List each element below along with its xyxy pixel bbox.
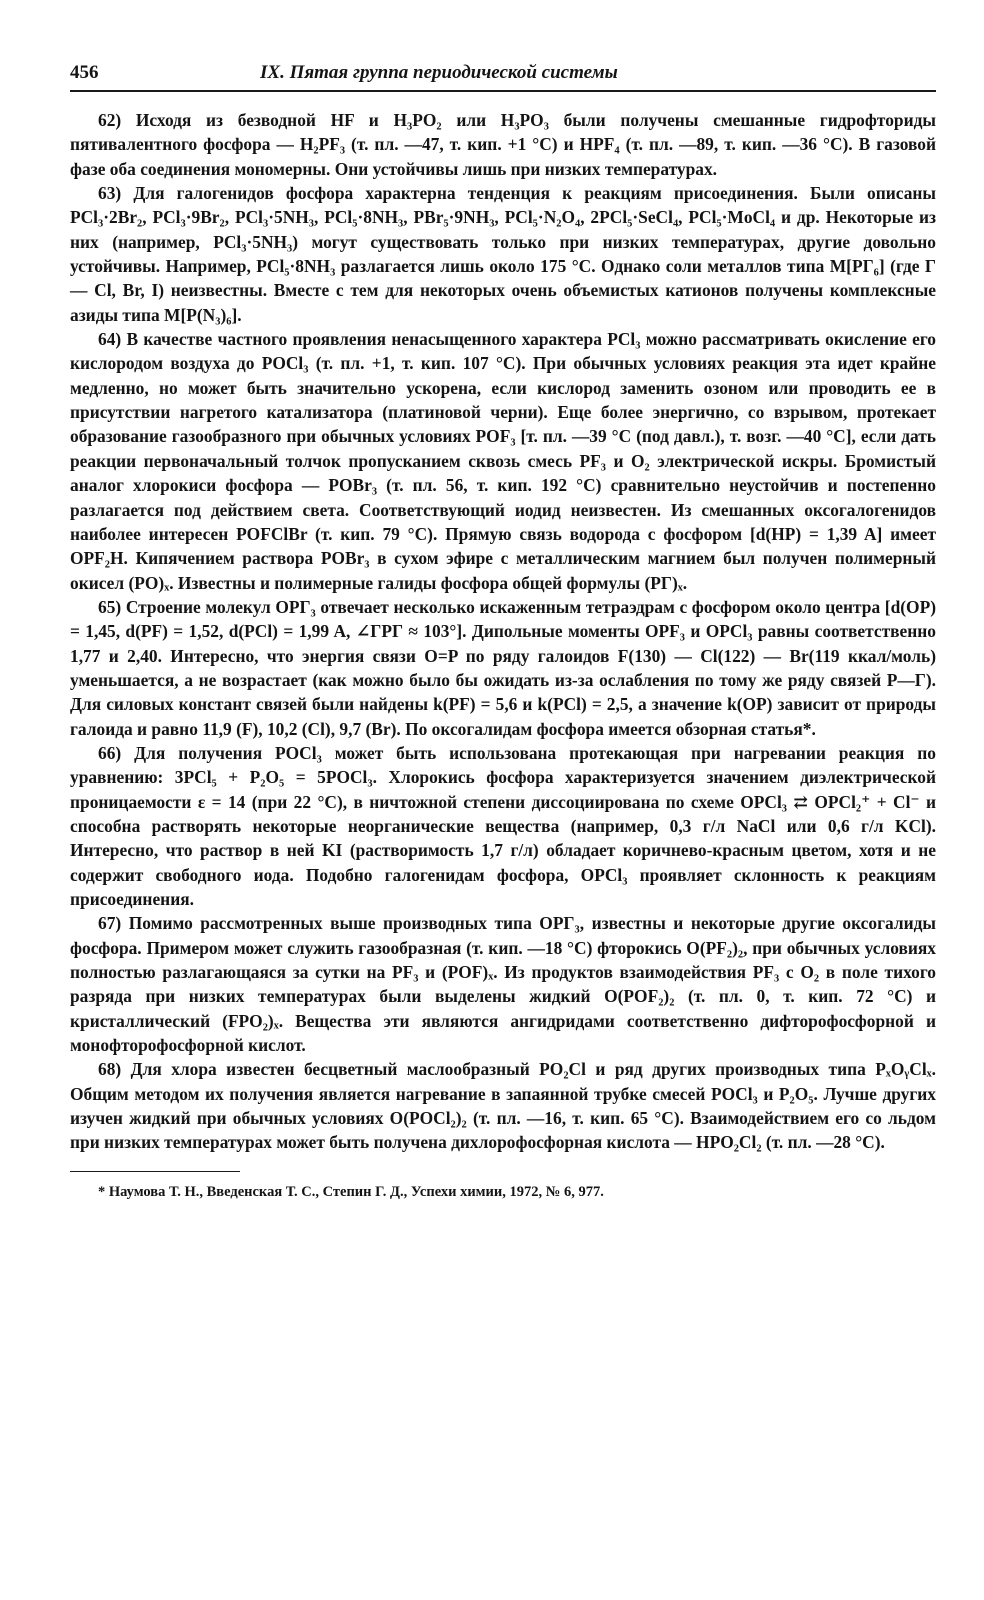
paragraph-text: В качестве частного проявления ненасыщенного характера PCl₃ можно рассматривать окисление его кислородом воздуха до POCl₃ (т. пл. +1, т. кип. 107 °С). При обычных условиях реакция эта идет крайне медленно, но может быть значительно ускорена, если кислород заменить озоном или проводить ее в присутствии нагретого катализатора (платиновой черни). Еще более энергично, со взрывом, протекает образование газообразного при обычных условиях POF₃ [т. пл. —39 °С (под давл.), т. возг. —40 °С], если дать реакции первоначальный толчок пропусканием сквозь смесь PF₃ и O₂ электрической искры. Бромистый аналог хлорокиси фосфора — POBr₃ (т. пл. 56, т. кип. 192 °С) сравнительно неустойчив и постепенно разлагается под действием света. Соответствующий иодид неизвестен. Из смешанных оксогалогенидов наиболее интересен POFClBr (т. кип. 79 °С). Прямую связь водорода с фосфором [d(HP) = 1,39 A] имеет OPF₂H. Кипячением раствора POBr₃ в сухом эфире с металлическим магнием был получен полимерный окисел (PO)ₓ. Известны и полимерные галиды фосфора общей формулы (PГ)ₓ. <box>70 329 936 593</box>
paragraph-63 <box>70 181 936 327</box>
header-rule <box>70 90 936 92</box>
paragraph-number: 62) <box>98 110 122 130</box>
paragraph-number: 64) <box>98 329 122 350</box>
paragraph-number: 67) <box>98 913 122 934</box>
paragraph-text: Для хлора известен бесцветный маслообразный PO₂Cl и ряд других производных типа PₓOᵧClₓ. Общим методом их получения является нагревание в запаянной трубке смесей POCl₃ и P₂O₅. Лучше других изучен жидкий при обычных условиях O(POCl₂)₂ (т. пл. —16, т. кип. 65 °С). Взаимодействием его со льдом при низких температурах может быть получена дихлорофосфорная кислота — HPO₂Cl₂ (т. пл. —28 °С). <box>70 1059 936 1153</box>
paragraph-number: 63) <box>98 183 122 204</box>
paragraph-number: 66) <box>98 742 122 763</box>
paragraph-65 <box>70 595 936 741</box>
paragraph-text: Для галогенидов фосфора характерна тенденция к реакциям присоединения. Были описаны PCl₃·2Br₂, PCl₃·9Br₂, PCl₃·5NH₃, PCl₅·8NH₃, PBr₅·9NH₃, PCl₅·N₂O₄, 2PCl₅·SeCl₄, PCl₅·MoCl₄ и др. Некоторые из них (например, PCl₃·5NH₃) могут существовать только при низких температурах, другие довольно устойчивы. Например, PCl₅·8NH₃ разлагается лишь около 175 °С. Однако соли металлов типа M[PГ₆] (где Г — Cl, Br, I) неизвестны. Вместе с тем для некоторых очень объемистых катионов получены комплексные азиды типа M[P(N₃)₆]. <box>70 183 936 325</box>
running-title: IX. Пятая группа периодической системы <box>260 62 618 83</box>
paragraph-number: 65) <box>98 596 122 617</box>
paragraph-66 <box>70 741 936 911</box>
paragraph-text: Помимо рассмотренных выше производных типа OPГ₃, известны и некоторые другие оксогалиды фосфора. Примером может служить газообразная (т. кип. —18 °С) фторокись O(PF₂)₂, при обычных условиях полностью разлагающаяся за сутки на PF₃ и (POF)ₓ. Из продуктов взаимодействия PF₃ с O₂ в поле тихого разряда при низких температурах были выделены жидкий O(POF₂)₂ (т. пл. 0, т. кип. 72 °С) и кристаллический (FPO₂)ₓ. Вещества эти являются ангидридами соответственно дифторофосфорной и монофторофосфорной кислот. <box>70 913 936 1056</box>
footnote: * Наумова Т. Н., Введенская Т. С., Степин Г. Д., Успехи химии, 1972, № 6, 977. <box>98 1183 604 1200</box>
paragraph-number: 68) <box>98 1059 122 1080</box>
paragraph-text: Строение молекул OPГ₃ отвечает несколько искаженным тетраэдрам с фосфором около центра [d(OP) = 1,45, d(PF) = 1,52, d(PCl) = 1,99 A, ∠ГРГ ≈ 103°]. Дипольные моменты OPF₃ и OPCl₃ равны соответственно 1,77 и 2,40. Интересно, что энергия связи O=P по ряду галоидов F(130) — Cl(122) — Br(119 ккал/моль) уменьшается, а не возрастает (как можно было бы ожидать из-за ослабления по тому же ряду связей P—Г). Для силовых констант связей были найдены k(PF) = 5,6 и k(PCl) = 2,5, а значение k(OP) зависит от природы галоида и равно 11,9 (F), 10,2 (Cl), 9,7 (Br). По оксогалидам фосфора имеется обзорная статья*. <box>70 596 936 739</box>
paragraph-text: Исходя из безводной HF и H₃PO₂ или H₃PO₃ были получены смешанные гидрофториды пятивалентного фосфора — H₂PF₃ (т. пл. —47, т. кип. +1 °С) и HPF₄ (т. пл. —89, т. кип. —36 °С). В газовой фазе оба соединения мономерны. Они устойчивы лишь при низких температурах. <box>70 110 936 179</box>
paragraph-64 <box>70 327 936 595</box>
body-text <box>70 108 936 1155</box>
page <box>70 60 936 1202</box>
running-head <box>70 60 936 90</box>
paragraph-text: Для получения POCl₃ может быть использована протекающая при нагревании реакция по уравнению: 3PCl₅ + P₂O₅ = 5POCl₃. Хлорокись фосфора характеризуется значением диэлектрической проницаемости ε = 14 (при 22 °С), в ничтожной степени диссоциирована по схеме OPCl₃ ⇄ OPCl₂⁺ + Cl⁻ и способна растворять некоторые неорганические вещества (например, 0,3 г/л NaCl или 0,6 г/л KCl). Интересно, что раствор в ней KI (растворимость 1,7 г/л) обладает коричнево-красным цветом, хотя и не содержит свободного иода. Подобно галогенидам фосфора, OPCl₃ проявляет склонность к реакциям присоединения. <box>70 742 936 909</box>
paragraph-68 <box>70 1057 936 1154</box>
paragraph-62 <box>70 108 936 181</box>
footnote-rule <box>70 1171 240 1172</box>
page-number: 456 <box>70 62 99 83</box>
paragraph-67 <box>70 911 936 1057</box>
